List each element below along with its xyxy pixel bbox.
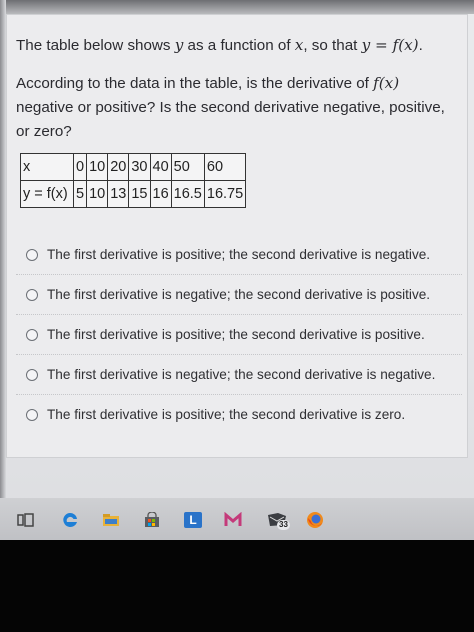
table-row-y	[21, 181, 246, 208]
table-cell: 16.75	[204, 181, 245, 208]
question-text	[16, 33, 456, 144]
answer-choice-4[interactable]	[16, 355, 462, 395]
answer-label: The first derivative is positive; the second derivative is negative.	[47, 247, 431, 262]
table-header-y: y = f(x)	[21, 181, 74, 208]
table-cell: 50	[171, 154, 204, 181]
file-explorer-icon[interactable]	[102, 512, 120, 528]
task-view-icon[interactable]	[17, 512, 35, 528]
table-cell: 10	[87, 181, 108, 208]
off-screen-area	[0, 540, 474, 632]
table-cell: 60	[204, 154, 245, 181]
function-equation: y = f(x)	[361, 36, 419, 54]
mail-badge-count: 33	[279, 520, 288, 529]
question-prompt: According to the data in the table, is the derivative of f(x) negative or positive? Is the second derivative negative, positive, or zero?	[16, 74, 445, 140]
taskbar	[0, 498, 474, 540]
table-cell: 0	[74, 154, 87, 181]
m-app-icon[interactable]	[224, 512, 242, 528]
table-cell: 40	[150, 154, 171, 181]
answer-choice-2[interactable]	[16, 275, 462, 315]
radio-button[interactable]	[26, 369, 38, 381]
answer-label: The first derivative is negative; the second derivative is positive.	[47, 287, 431, 302]
radio-button[interactable]	[26, 329, 38, 341]
answer-label: The first derivative is negative; the second derivative is negative.	[47, 367, 436, 382]
table-cell: 16	[150, 181, 171, 208]
radio-button[interactable]	[26, 409, 38, 421]
table-cell: 15	[129, 181, 150, 208]
table-header-x: x	[21, 154, 74, 181]
answer-choice-5[interactable]	[16, 395, 462, 434]
answer-label: The first derivative is positive; the second derivative is zero.	[47, 407, 406, 422]
edge-icon[interactable]	[61, 512, 79, 528]
question-intro: The table below shows y as a function of x, so that y = f(x).	[16, 36, 423, 54]
question-panel	[6, 14, 468, 458]
mail-icon[interactable]	[264, 512, 290, 528]
lumen-icon[interactable]: L	[184, 512, 202, 528]
monitor-bezel-top	[0, 0, 474, 14]
table-row-x	[21, 154, 246, 181]
radio-button[interactable]	[26, 249, 38, 261]
answer-choices	[16, 235, 462, 434]
table-cell: 5	[74, 181, 87, 208]
answer-label: The first derivative is positive; the second derivative is positive.	[47, 327, 425, 342]
table-cell: 30	[129, 154, 150, 181]
store-icon[interactable]	[143, 512, 161, 528]
table-cell: 20	[108, 154, 129, 181]
answer-choice-1[interactable]	[16, 235, 462, 275]
firefox-icon[interactable]	[306, 512, 324, 528]
table-cell: 10	[87, 154, 108, 181]
table-cell: 13	[108, 181, 129, 208]
data-table	[20, 153, 246, 208]
answer-choice-3[interactable]	[16, 315, 462, 355]
radio-button[interactable]	[26, 289, 38, 301]
table-cell: 16.5	[171, 181, 204, 208]
